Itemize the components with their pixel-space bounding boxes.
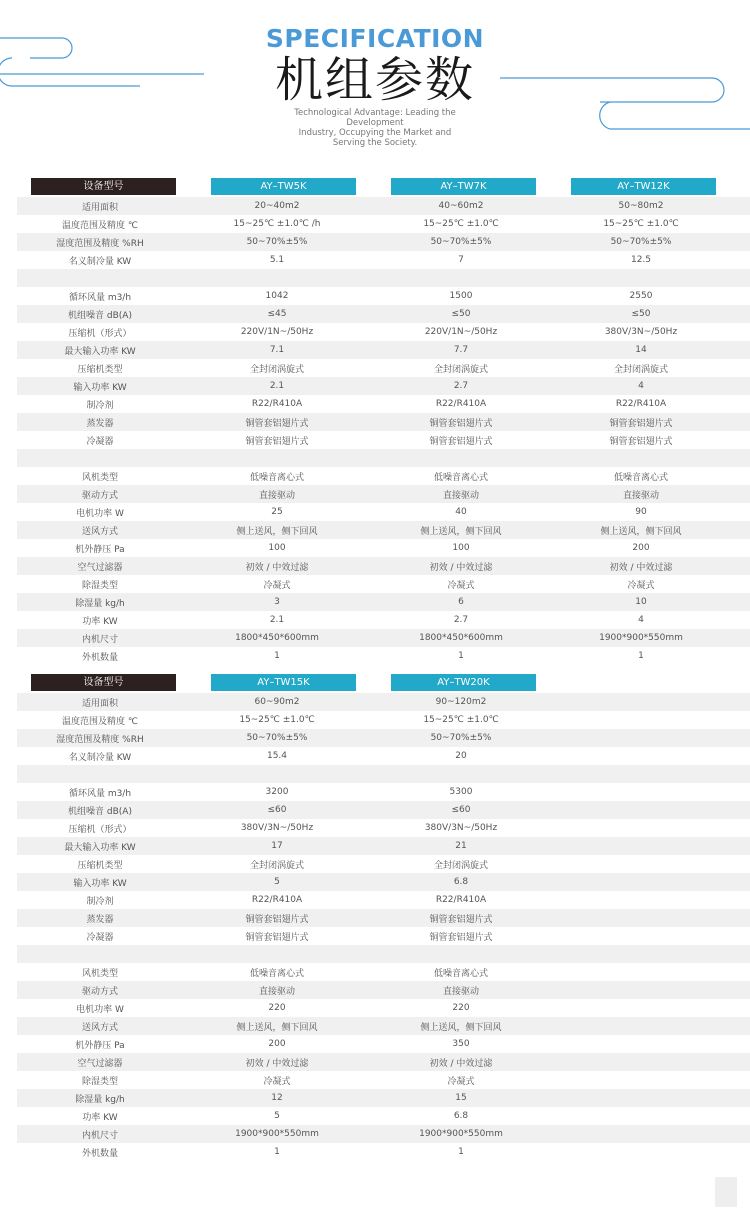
- row-label: 机组噪音 dB(A): [68, 310, 132, 321]
- cell-value: 15~25℃ ±1.0℃: [423, 219, 499, 229]
- row-label: 适用面积: [81, 202, 118, 213]
- model-header: AY–TW12K: [571, 178, 716, 195]
- cell-value: 冷凝式: [447, 1076, 475, 1087]
- cell-value: 7.1: [269, 345, 285, 355]
- table-row: [17, 611, 750, 629]
- cell-value: 1042: [265, 291, 289, 301]
- spec-table-2: [17, 673, 750, 1161]
- table-row: [17, 197, 750, 215]
- row-label: 湿度范围及精度 %RH: [56, 734, 144, 745]
- cell-value: 冷凝式: [447, 580, 475, 591]
- cell-value: 50~70%±5%: [610, 237, 672, 247]
- title-chinese: 机组参数: [274, 52, 475, 108]
- table-row: [17, 1035, 750, 1053]
- cell-value: ≤60: [451, 805, 471, 815]
- cell-value: 直接驱动: [442, 490, 479, 501]
- cell-value: 2.1: [269, 381, 285, 391]
- cell-value: 侧上送风，侧下回风: [420, 526, 502, 537]
- table-row: [17, 503, 750, 521]
- cell-value: 低噪音离心式: [249, 472, 304, 483]
- cell-value: 冷凝式: [263, 580, 291, 591]
- row-label: 除湿类型: [81, 1076, 118, 1087]
- cell-value: 90~120m2: [435, 697, 487, 707]
- row-label: 蒸发器: [86, 914, 114, 925]
- cell-value: 铜管套铝翅片式: [429, 914, 493, 925]
- cell-value: 1: [638, 651, 644, 661]
- row-label: 压缩机（形式）: [68, 328, 132, 339]
- cell-value: 初效 / 中效过滤: [609, 562, 673, 573]
- scroll-to-top-button[interactable]: [715, 1177, 737, 1207]
- subtitle: [275, 108, 475, 148]
- row-label: 内机尺寸: [81, 1130, 118, 1141]
- table-row: [17, 233, 750, 251]
- row-label: 外机数量: [81, 1148, 118, 1159]
- table-row: [17, 1107, 750, 1125]
- cell-value: 全封闭涡旋式: [249, 860, 304, 871]
- cell-value: 40~60m2: [438, 201, 484, 211]
- table-row: [17, 1017, 750, 1035]
- subtitle-line: Industry, Occupying the Market and: [298, 128, 452, 138]
- table-row: [17, 1053, 750, 1071]
- cell-value: 低噪音离心式: [433, 472, 488, 483]
- table-row: [17, 395, 750, 413]
- cell-value: 1900*900*550mm: [419, 1129, 503, 1139]
- cell-value: 12.5: [630, 255, 652, 265]
- cell-value: 90: [635, 507, 647, 517]
- cell-value: 7.7: [453, 345, 469, 355]
- table-row: [17, 593, 750, 611]
- cell-value: 2.7: [453, 615, 469, 625]
- cell-value: 冷凝式: [263, 1076, 291, 1087]
- cell-value: 1: [458, 651, 464, 661]
- cell-value: 200: [632, 543, 650, 553]
- row-label: 冷凝器: [86, 436, 114, 447]
- cell-value: 1: [274, 1147, 280, 1157]
- cell-value: 2550: [629, 291, 653, 301]
- table-row: [17, 359, 750, 377]
- cell-value: 全封闭涡旋式: [433, 860, 488, 871]
- row-label: 制冷剂: [86, 400, 114, 411]
- subtitle-line: Technological Advantage: Leading the Development: [294, 108, 456, 128]
- table-row: [17, 287, 750, 305]
- cell-value: ≤50: [451, 309, 471, 319]
- cell-value: R22/R410A: [251, 399, 303, 409]
- cell-value: 50~70%±5%: [246, 733, 308, 743]
- row-label: 风机类型: [81, 968, 118, 979]
- cell-value: 25: [271, 507, 283, 517]
- cell-value: 1800*450*600mm: [419, 633, 503, 643]
- cell-value: ≤45: [267, 309, 287, 319]
- cell-value: 5: [274, 1111, 280, 1121]
- cell-value: 60~90m2: [254, 697, 300, 707]
- cell-value: 铜管套铝翅片式: [429, 436, 493, 447]
- table-row: [17, 1125, 750, 1143]
- table-row: [17, 999, 750, 1017]
- model-header: AY–TW7K: [391, 178, 536, 195]
- row-label: 适用面积: [81, 698, 118, 709]
- spec-table-1: [17, 177, 750, 665]
- row-label: 功率 KW: [82, 616, 118, 627]
- row-label: 湿度范围及精度 %RH: [56, 238, 144, 249]
- table-row: [17, 963, 750, 981]
- title-english: SPECIFICATION: [265, 24, 485, 53]
- row-label: 驱动方式: [81, 986, 118, 997]
- cell-value: 全封闭涡旋式: [613, 364, 668, 375]
- cell-value: 5300: [449, 787, 473, 797]
- row-label: 驱动方式: [81, 490, 118, 501]
- table-row: [17, 693, 750, 711]
- cell-value: 1500: [449, 291, 473, 301]
- cell-value: 初效 / 中效过滤: [245, 1058, 309, 1069]
- cell-value: 220: [452, 1003, 470, 1013]
- cell-value: 40: [455, 507, 467, 517]
- cell-value: 侧上送风，侧下回风: [236, 526, 318, 537]
- table-row: [17, 521, 750, 539]
- cell-value: 直接驱动: [258, 490, 295, 501]
- cell-value: 15~25℃ ±1.0℃: [239, 715, 315, 725]
- model-header: AY–TW15K: [211, 674, 356, 691]
- table-row: [17, 891, 750, 909]
- table-row: [17, 629, 750, 647]
- cell-value: 50~70%±5%: [246, 237, 308, 247]
- cell-value: 低噪音离心式: [249, 968, 304, 979]
- cell-value: 3200: [265, 787, 289, 797]
- row-label: 机外静压 Pa: [75, 544, 125, 555]
- cell-value: 100: [452, 543, 470, 553]
- cell-value: 15~25℃ ±1.0℃ /h: [233, 219, 321, 229]
- cell-value: 侧上送风，侧下回风: [600, 526, 682, 537]
- cell-value: 20~40m2: [254, 201, 300, 211]
- cell-value: 220: [268, 1003, 286, 1013]
- cell-value: 6: [458, 597, 464, 607]
- row-label: 空气过滤器: [77, 1058, 123, 1069]
- cell-value: 3: [274, 597, 280, 607]
- table-row: [17, 801, 750, 819]
- cell-value: 铜管套铝翅片式: [245, 418, 309, 429]
- label-header: 设备型号: [31, 178, 176, 195]
- cell-value: 12: [271, 1093, 283, 1103]
- cell-value: 17: [271, 841, 283, 851]
- row-label: 机外静压 Pa: [75, 1040, 125, 1051]
- row-label: 最大输入功率 KW: [64, 346, 136, 357]
- table-row: [17, 341, 750, 359]
- row-label: 制冷剂: [86, 896, 114, 907]
- cell-value: 50~70%±5%: [430, 733, 492, 743]
- table-row: [17, 305, 750, 323]
- row-label: 温度范围及精度 ℃: [62, 716, 138, 727]
- cell-value: 5.1: [269, 255, 285, 265]
- cell-value: 1: [274, 651, 280, 661]
- cell-value: 15~25℃ ±1.0℃: [603, 219, 679, 229]
- row-label: 压缩机类型: [77, 860, 123, 871]
- table-header-row: [0, 177, 750, 195]
- table-row: [17, 215, 750, 233]
- table-row: [17, 1071, 750, 1089]
- table-row: [17, 837, 750, 855]
- spacer-row: [17, 765, 750, 783]
- cell-value: 14: [635, 345, 647, 355]
- cell-value: 铜管套铝翅片式: [429, 932, 493, 943]
- cell-value: 20: [455, 751, 467, 761]
- cell-value: 初效 / 中效过滤: [429, 1058, 493, 1069]
- row-label: 除湿类型: [81, 580, 118, 591]
- row-label: 电机功率 W: [76, 1004, 124, 1015]
- cell-value: 4: [638, 615, 644, 625]
- cell-value: 4: [638, 381, 644, 391]
- cell-value: 全封闭涡旋式: [249, 364, 304, 375]
- cell-value: 2.1: [269, 615, 285, 625]
- cell-value: 15: [455, 1093, 467, 1103]
- table-row: [17, 413, 750, 431]
- table-row: [17, 783, 750, 801]
- table-row: [17, 647, 750, 665]
- cell-value: 21: [455, 841, 467, 851]
- label-header: 设备型号: [31, 674, 176, 691]
- cell-value: 10: [635, 597, 647, 607]
- row-label: 压缩机类型: [77, 364, 123, 375]
- table-row: [17, 539, 750, 557]
- table-row: [17, 251, 750, 269]
- cell-value: 350: [452, 1039, 470, 1049]
- table-row: [17, 873, 750, 891]
- cell-value: 初效 / 中效过滤: [429, 562, 493, 573]
- cell-value: 侧上送风，侧下回风: [236, 1022, 318, 1033]
- cell-value: 低噪音离心式: [433, 968, 488, 979]
- cell-value: 15~25℃ ±1.0℃: [423, 715, 499, 725]
- row-label: 外机数量: [81, 652, 118, 663]
- cell-value: ≤50: [631, 309, 651, 319]
- table-row: [17, 981, 750, 999]
- cell-value: 380V/3N~/50Hz: [604, 327, 678, 337]
- table-row: [17, 927, 750, 945]
- row-label: 空气过滤器: [77, 562, 123, 573]
- row-label: 名义制冷量 KW: [68, 752, 132, 763]
- table-row: [17, 855, 750, 873]
- cell-value: 220V/1N~/50Hz: [240, 327, 314, 337]
- spacer-row: [17, 269, 750, 287]
- row-label: 最大输入功率 KW: [64, 842, 136, 853]
- cell-value: 7: [458, 255, 464, 265]
- cell-value: 15.4: [266, 751, 288, 761]
- cell-value: 1900*900*550mm: [235, 1129, 319, 1139]
- cell-value: 直接驱动: [442, 986, 479, 997]
- cell-value: 冷凝式: [627, 580, 655, 591]
- cell-value: 全封闭涡旋式: [433, 364, 488, 375]
- table-row: [17, 485, 750, 503]
- cell-value: R22/R410A: [251, 895, 303, 905]
- cell-value: 铜管套铝翅片式: [429, 418, 493, 429]
- row-label: 蒸发器: [86, 418, 114, 429]
- table-header-row: [0, 673, 750, 691]
- row-label: 内机尺寸: [81, 634, 118, 645]
- cell-value: R22/R410A: [435, 895, 487, 905]
- row-label: 送风方式: [81, 1022, 118, 1033]
- spacer-row: [17, 945, 750, 963]
- cell-value: 侧上送风，侧下回风: [420, 1022, 502, 1033]
- cell-value: 6.8: [453, 1111, 469, 1121]
- table-row: [17, 819, 750, 837]
- table-row: [17, 747, 750, 765]
- cell-value: 6.8: [453, 877, 469, 887]
- cell-value: 50~70%±5%: [430, 237, 492, 247]
- table-row: [17, 909, 750, 927]
- table-row: [17, 467, 750, 485]
- cell-value: 直接驱动: [258, 986, 295, 997]
- table-row: [17, 1089, 750, 1107]
- row-label: 电机功率 W: [76, 508, 124, 519]
- row-label: 循环风量 m3/h: [68, 788, 132, 799]
- cell-value: 铜管套铝翅片式: [609, 418, 673, 429]
- row-label: 循环风量 m3/h: [68, 292, 132, 303]
- row-label: 除湿量 kg/h: [75, 598, 125, 609]
- cell-value: 铜管套铝翅片式: [245, 914, 309, 925]
- cell-value: R22/R410A: [435, 399, 487, 409]
- row-label: 风机类型: [81, 472, 118, 483]
- cell-value: 低噪音离心式: [613, 472, 668, 483]
- table-row: [17, 729, 750, 747]
- cell-value: 220V/1N~/50Hz: [424, 327, 498, 337]
- model-header: AY–TW5K: [211, 178, 356, 195]
- cell-value: 200: [268, 1039, 286, 1049]
- table-row: [17, 557, 750, 575]
- cell-value: R22/R410A: [615, 399, 667, 409]
- row-label: 压缩机（形式）: [68, 824, 132, 835]
- table-row: [17, 323, 750, 341]
- table-row: [17, 1143, 750, 1161]
- row-label: 输入功率 KW: [73, 878, 127, 889]
- cell-value: 铜管套铝翅片式: [609, 436, 673, 447]
- cell-value: 铜管套铝翅片式: [245, 932, 309, 943]
- row-label: 输入功率 KW: [73, 382, 127, 393]
- cell-value: 2.7: [453, 381, 469, 391]
- cell-value: 初效 / 中效过滤: [245, 562, 309, 573]
- cell-value: 380V/3N~/50Hz: [424, 823, 498, 833]
- row-label: 机组噪音 dB(A): [68, 806, 132, 817]
- spacer-row: [17, 449, 750, 467]
- cell-value: 1900*900*550mm: [599, 633, 683, 643]
- cell-value: 1: [458, 1147, 464, 1157]
- row-label: 除湿量 kg/h: [75, 1094, 125, 1105]
- cell-value: 5: [274, 877, 280, 887]
- cell-value: ≤60: [267, 805, 287, 815]
- cell-value: 铜管套铝翅片式: [245, 436, 309, 447]
- cell-value: 50~80m2: [618, 201, 664, 211]
- subtitle-line: Serving the Society.: [332, 138, 418, 148]
- row-label: 冷凝器: [86, 932, 114, 943]
- cell-value: 380V/3N~/50Hz: [240, 823, 314, 833]
- row-label: 温度范围及精度 ℃: [62, 220, 138, 231]
- table-row: [17, 575, 750, 593]
- cell-value: 100: [268, 543, 286, 553]
- cell-value: 直接驱动: [622, 490, 659, 501]
- table-row: [17, 711, 750, 729]
- cell-value: 1800*450*600mm: [235, 633, 319, 643]
- table-row: [17, 377, 750, 395]
- table-row: [17, 431, 750, 449]
- model-header: AY–TW20K: [391, 674, 536, 691]
- row-label: 送风方式: [81, 526, 118, 537]
- row-label: 功率 KW: [82, 1112, 118, 1123]
- row-label: 名义制冷量 KW: [68, 256, 132, 267]
